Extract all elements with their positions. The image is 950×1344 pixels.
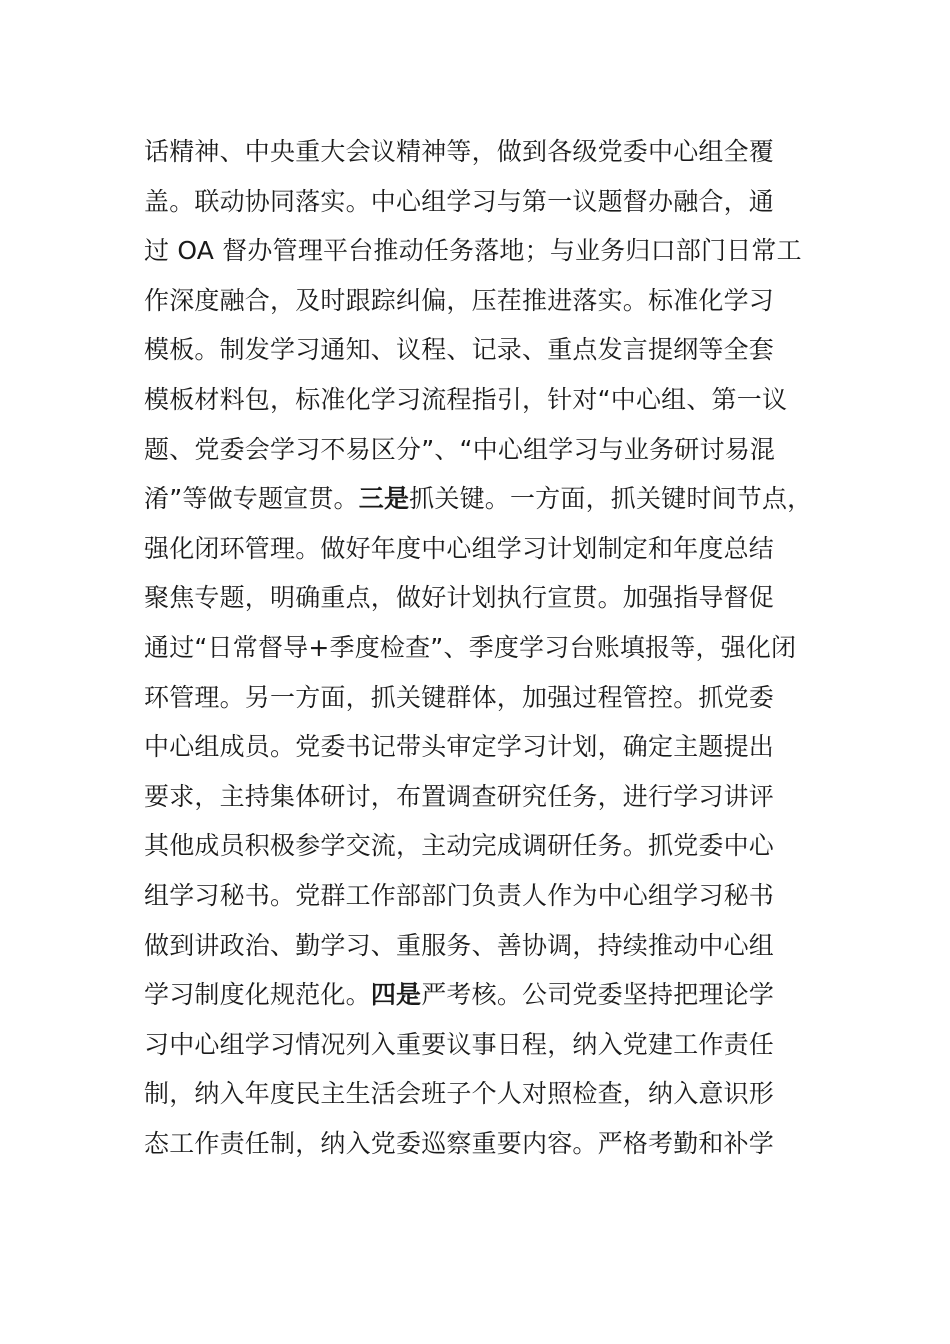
text-segment: 学习制度化规范化。 <box>144 980 371 1010</box>
text-line <box>144 673 844 723</box>
document-body <box>144 127 844 1168</box>
text-segment: 组学习秘书。党群工作部部门负责人作为中心组学习秘书 <box>144 880 775 910</box>
text-line <box>144 276 844 326</box>
text-segment: 题、党委会学习不易区分”、“中心组学习与业务研讨易混 <box>144 434 776 464</box>
text-segment: 模板材料包，标准化学习流程指引，针对“中心组、第一议 <box>144 384 788 414</box>
text-segment: 中心组成员。党委书记带头审定学习计划，确定主题提出 <box>144 732 775 762</box>
bold-lead-phrase: 三是 <box>358 484 410 514</box>
text-segment: 话精神、中央重大会议精神等，做到各级党委中心组全覆 <box>144 137 775 166</box>
text-line <box>144 1020 844 1070</box>
text-segment: 强化闭环管理。做好年度中心组学习计划制定和年度总结 <box>144 533 775 563</box>
bold-lead-phrase: 四是 <box>370 980 422 1010</box>
text-line <box>144 970 844 1020</box>
text-segment: 作深度融合，及时跟踪纠偏，压茬推进落实。标准化学习 <box>144 285 775 315</box>
text-line <box>144 226 844 276</box>
text-segment: 聚焦专题，明确重点，做好计划执行宣贯。加强指导督促 <box>144 583 775 613</box>
text-segment: 习中心组学习情况列入重要议事日程，纳入党建工作责任 <box>144 1029 775 1059</box>
text-segment: 淆”等做专题宣贯。 <box>144 484 359 514</box>
text-line <box>144 375 844 425</box>
text-line <box>144 127 844 177</box>
text-line <box>144 623 844 673</box>
text-segment: 做到讲政治、勤学习、重服务、善协调，持续推动中心组 <box>144 930 775 960</box>
text-line <box>144 524 844 574</box>
text-line <box>144 772 844 822</box>
text-segment: 制，纳入年度民主生活会班子个人对照检查，纳入意识形 <box>144 1079 775 1109</box>
text-line <box>144 921 844 971</box>
text-segment: 盖。联动协同落实。中心组学习与第一议题督办融合，通 <box>144 186 775 216</box>
text-line <box>144 474 844 524</box>
text-line <box>144 573 844 623</box>
text-segment: 通过“日常督导+季度检查”、季度学习台账填报等，强化闭 <box>144 632 797 662</box>
text-segment: 其他成员积极参学交流，主动完成调研任务。抓党委中心 <box>144 831 775 861</box>
text-segment: 态工作责任制，纳入党委巡察重要内容。严格考勤和补学 <box>144 1128 775 1158</box>
text-segment: 严考核。公司党委坚持把理论学 <box>421 980 775 1010</box>
text-line <box>144 1069 844 1119</box>
text-segment: 过 OA 督办管理平台推动任务落地；与业务归口部门日常工 <box>144 236 802 266</box>
text-line <box>144 871 844 921</box>
text-segment: 环管理。另一方面，抓关键群体，加强过程管控。抓党委 <box>144 682 775 712</box>
text-line <box>144 425 844 475</box>
text-segment: 抓关键。一方面，抓关键时间节点， <box>409 484 813 514</box>
text-line <box>144 177 844 227</box>
text-line <box>144 1119 844 1169</box>
text-line <box>144 821 844 871</box>
text-segment: 模板。制发学习通知、议程、记录、重点发言提纲等全套 <box>144 335 775 365</box>
text-line <box>144 722 844 772</box>
text-segment: 要求，主持集体研讨，布置调查研究任务，进行学习讲评 <box>144 781 775 811</box>
text-line <box>144 325 844 375</box>
